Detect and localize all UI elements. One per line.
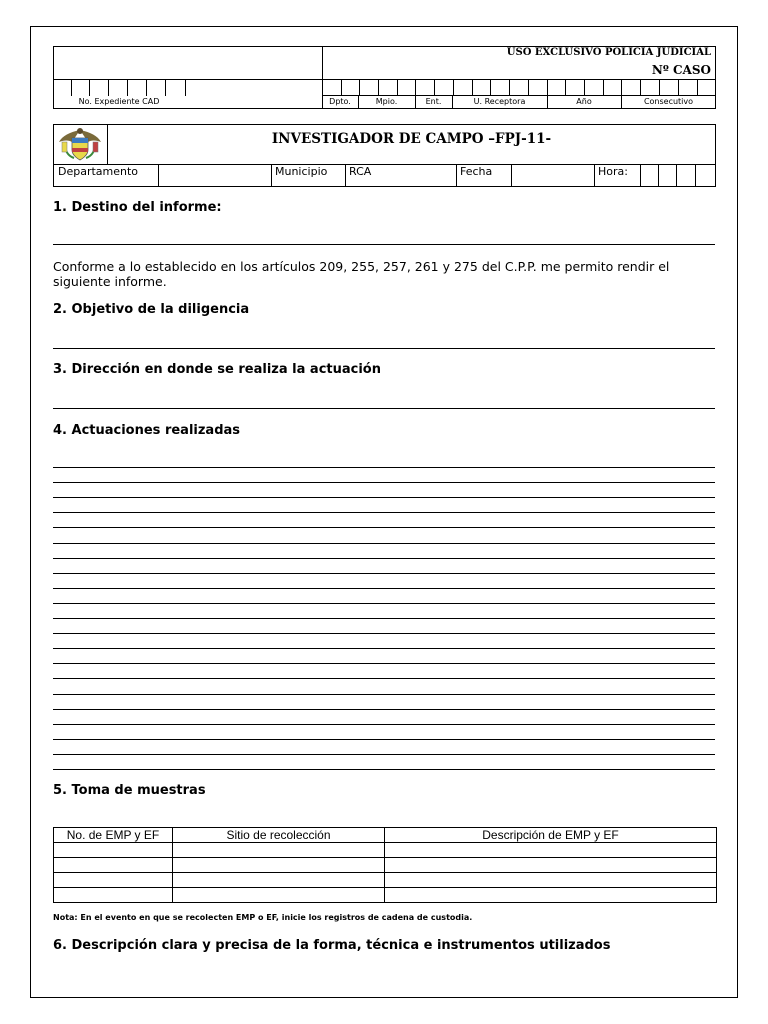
form-title: INVESTIGADOR DE CAMPO –FPJ-11- <box>271 131 552 147</box>
field-divider <box>456 164 457 186</box>
cell-divider <box>185 79 186 96</box>
section-1-answer-line[interactable] <box>53 244 715 245</box>
collection-site-cell[interactable] <box>173 873 385 888</box>
department-label: Departamento <box>58 165 139 178</box>
custody-note: Nota: En el evento en que se recolecten EMP o EF, inicie los registros de cadena de custodia. <box>53 913 473 922</box>
section-2-answer-line[interactable] <box>53 348 715 349</box>
emp-number-cell[interactable] <box>54 888 173 903</box>
cad-label: No. Expediente CAD <box>78 97 160 106</box>
section-4-answer-line[interactable] <box>53 588 715 589</box>
section-6-heading: 6. Descripción clara y precisa de la forma, técnica e instrumentos utilizados <box>53 938 611 953</box>
collection-site-cell[interactable] <box>173 858 385 873</box>
section-4-answer-line[interactable] <box>53 482 715 483</box>
emp-number-header: No. de EMP y EF <box>54 828 173 843</box>
case-digits-bottom <box>322 95 716 96</box>
consecutive-label: Consecutivo <box>643 97 694 106</box>
emp-number-cell[interactable] <box>54 873 173 888</box>
case-number-input[interactable] <box>323 80 715 95</box>
municipality-label: Municipio <box>275 165 328 178</box>
emp-description-cell[interactable] <box>385 888 717 903</box>
section-1-heading: 1. Destino del informe: <box>53 200 222 215</box>
time-input[interactable] <box>641 165 715 185</box>
section-4-answer-line[interactable] <box>53 724 715 725</box>
field-divider <box>594 164 595 186</box>
section-4-answer-line[interactable] <box>53 497 715 498</box>
date-label: Fecha <box>460 165 493 178</box>
time-label: Hora: <box>598 165 628 178</box>
emp-description-cell[interactable] <box>385 843 717 858</box>
collection-site-cell[interactable] <box>173 843 385 858</box>
emp-number-cell[interactable] <box>54 843 173 858</box>
collection-site-cell[interactable] <box>173 888 385 903</box>
colombia-coat-of-arms-icon <box>56 126 104 162</box>
table-row <box>54 858 717 873</box>
case-number-label: Nº CASO <box>651 63 711 77</box>
section-4-answer-line[interactable] <box>53 543 715 544</box>
entity-code-label: Ent. <box>425 97 442 106</box>
receiving-unit-label: U. Receptora <box>473 97 526 106</box>
dept-code-label: Dpto. <box>329 97 351 106</box>
field-divider <box>271 164 272 186</box>
section-4-heading: 4. Actuaciones realizadas <box>53 423 241 438</box>
field-divider <box>345 164 346 186</box>
year-label: Año <box>576 97 592 106</box>
emp-number-cell[interactable] <box>54 858 173 873</box>
section-4-answer-line[interactable] <box>53 512 715 513</box>
section-4-answer-line[interactable] <box>53 709 715 710</box>
section-4-answer-line[interactable] <box>53 467 715 468</box>
section-4-answer-line[interactable] <box>53 754 715 755</box>
section-4-answer-line[interactable] <box>53 618 715 619</box>
section-4-answer-line[interactable] <box>53 769 715 770</box>
table-row <box>54 843 717 858</box>
samples-table <box>53 827 717 903</box>
municipality-code-label: Mpio. <box>375 97 398 106</box>
legal-intro-text: Conforme a lo establecido en los artículos 209, 255, 257, 261 y 275 del C.P.P. me permito rendir el siguiente informe. <box>53 259 670 289</box>
department-input[interactable] <box>159 165 270 185</box>
samples-table-header-row <box>54 828 717 843</box>
section-4-answer-line[interactable] <box>53 663 715 664</box>
section-5-heading: 5. Toma de muestras <box>53 783 206 798</box>
emp-description-cell[interactable] <box>385 858 717 873</box>
collection-site-header: Sitio de recolección <box>173 828 385 843</box>
section-4-answer-line[interactable] <box>53 573 715 574</box>
rca-input[interactable] <box>372 165 455 185</box>
section-4-answer-line[interactable] <box>53 527 715 528</box>
section-3-heading: 3. Dirección en donde se realiza la actuación <box>53 362 381 377</box>
date-input[interactable] <box>512 165 593 185</box>
emp-description-cell[interactable] <box>385 873 717 888</box>
table-row <box>54 873 717 888</box>
section-2-heading: 2. Objetivo de la diligencia <box>53 302 250 317</box>
section-3-answer-line[interactable] <box>53 408 715 409</box>
cad-number-input[interactable] <box>54 80 185 95</box>
rca-label: RCA <box>349 165 372 178</box>
section-4-answer-line[interactable] <box>53 694 715 695</box>
emp-description-header: Descripción de EMP y EF <box>385 828 717 843</box>
section-4-answer-line[interactable] <box>53 558 715 559</box>
table-row <box>54 888 717 903</box>
section-4-answer-line[interactable] <box>53 739 715 740</box>
section-4-answer-line[interactable] <box>53 648 715 649</box>
section-4-answer-line[interactable] <box>53 678 715 679</box>
section-4-answer-line[interactable] <box>53 633 715 634</box>
section-4-answer-line[interactable] <box>53 603 715 604</box>
exclusive-use-label: USO EXCLUSIVO POLICIA JUDICIAL <box>506 47 711 58</box>
